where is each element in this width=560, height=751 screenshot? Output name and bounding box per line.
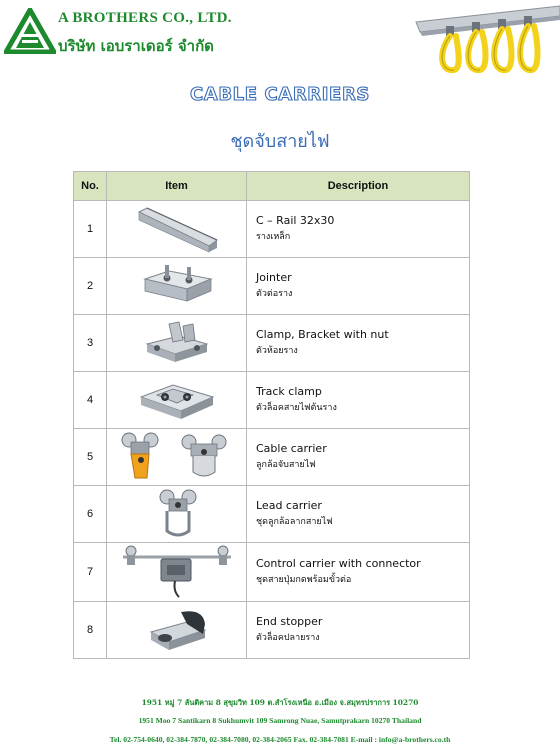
item-name-th: ชุดสายปุ่มกดพร้อมขั้วต่อ	[256, 575, 352, 585]
row-number: 8	[74, 602, 107, 659]
table-header-row	[74, 172, 470, 201]
cable-carrier-icon	[115, 430, 239, 484]
row-number: 1	[74, 201, 107, 258]
item-name-en: End stopper	[256, 615, 323, 628]
track-clamp-icon	[117, 375, 237, 425]
item-name-th: ตัวต่อราง	[256, 289, 293, 299]
item-name-th: ชุดลูกล้อลากสายไฟ	[256, 517, 333, 527]
row-number: 3	[74, 315, 107, 372]
table-row	[74, 315, 470, 372]
item-name-en: Track clamp	[256, 385, 322, 398]
table-row	[74, 201, 470, 258]
footer-address-th: 1951 หมู่ 7 ลันติคาม 8 สุขุมวิท 109 ต.สำโรงเหนือ อ.เมือง จ.สมุทรปราการ 10270	[141, 698, 419, 707]
item-name-en: Jointer	[256, 271, 292, 284]
table-row	[74, 258, 470, 315]
column-header-description: Description	[247, 172, 470, 201]
row-number: 6	[74, 486, 107, 543]
page-header	[0, 0, 560, 76]
item-name-en: Clamp, Bracket with nut	[256, 328, 389, 341]
footer-address-en: 1951 Moo 7 Santikarn 8 Sukhumvit 109 Samrong Nuae, Samutprakarn 10270 Thailand	[138, 716, 422, 725]
end-stopper-icon	[117, 604, 237, 656]
column-header-no: No.	[74, 172, 107, 201]
item-name-en: Control carrier with connector	[256, 557, 421, 570]
company-logo	[4, 8, 56, 54]
row-number: 2	[74, 258, 107, 315]
jointer-icon	[117, 261, 237, 311]
c-rail-icon	[117, 204, 237, 254]
footer-contact: Tel. 02-754-0640, 02-384-7870, 02-384-7080, 02-384-2065 Fax. 02-384-7081 E-mail : info@a-brothers.co.th	[109, 735, 451, 744]
table-row	[74, 372, 470, 429]
row-number: 7	[74, 543, 107, 602]
lead-carrier-icon	[117, 487, 237, 541]
table-row	[74, 486, 470, 543]
cable-carrier-hero-image	[410, 0, 560, 76]
control-carrier-icon	[115, 543, 239, 601]
item-name-en: Cable carrier	[256, 442, 327, 455]
item-name-en: C – Rail 32x30	[256, 214, 335, 227]
table-row	[74, 429, 470, 486]
clamp-bracket-icon	[117, 318, 237, 368]
product-table	[73, 171, 470, 659]
item-name-th: รางเหล็ก	[256, 232, 291, 242]
column-header-item: Item	[107, 172, 247, 201]
company-name-en: A BROTHERS CO., LTD.	[58, 10, 232, 26]
item-name-th: ตัวล็อคปลายราง	[256, 633, 320, 643]
page-subtitle: ชุดจับสายไฟ	[230, 131, 330, 152]
table-row	[74, 602, 470, 659]
item-name-en: Lead carrier	[256, 499, 322, 512]
table-row	[74, 543, 470, 602]
item-name-th: ตัวห้อยราง	[256, 346, 298, 356]
row-number: 5	[74, 429, 107, 486]
row-number: 4	[74, 372, 107, 429]
page-title: CABLE CARRIERS	[190, 84, 370, 105]
company-name-th: บริษัท เอบราเดอร์ จำกัด	[58, 37, 214, 55]
item-name-th: ลูกล้อจับสายไฟ	[256, 460, 316, 470]
item-name-th: ตัวล็อคสายไฟต้นราง	[256, 403, 337, 413]
